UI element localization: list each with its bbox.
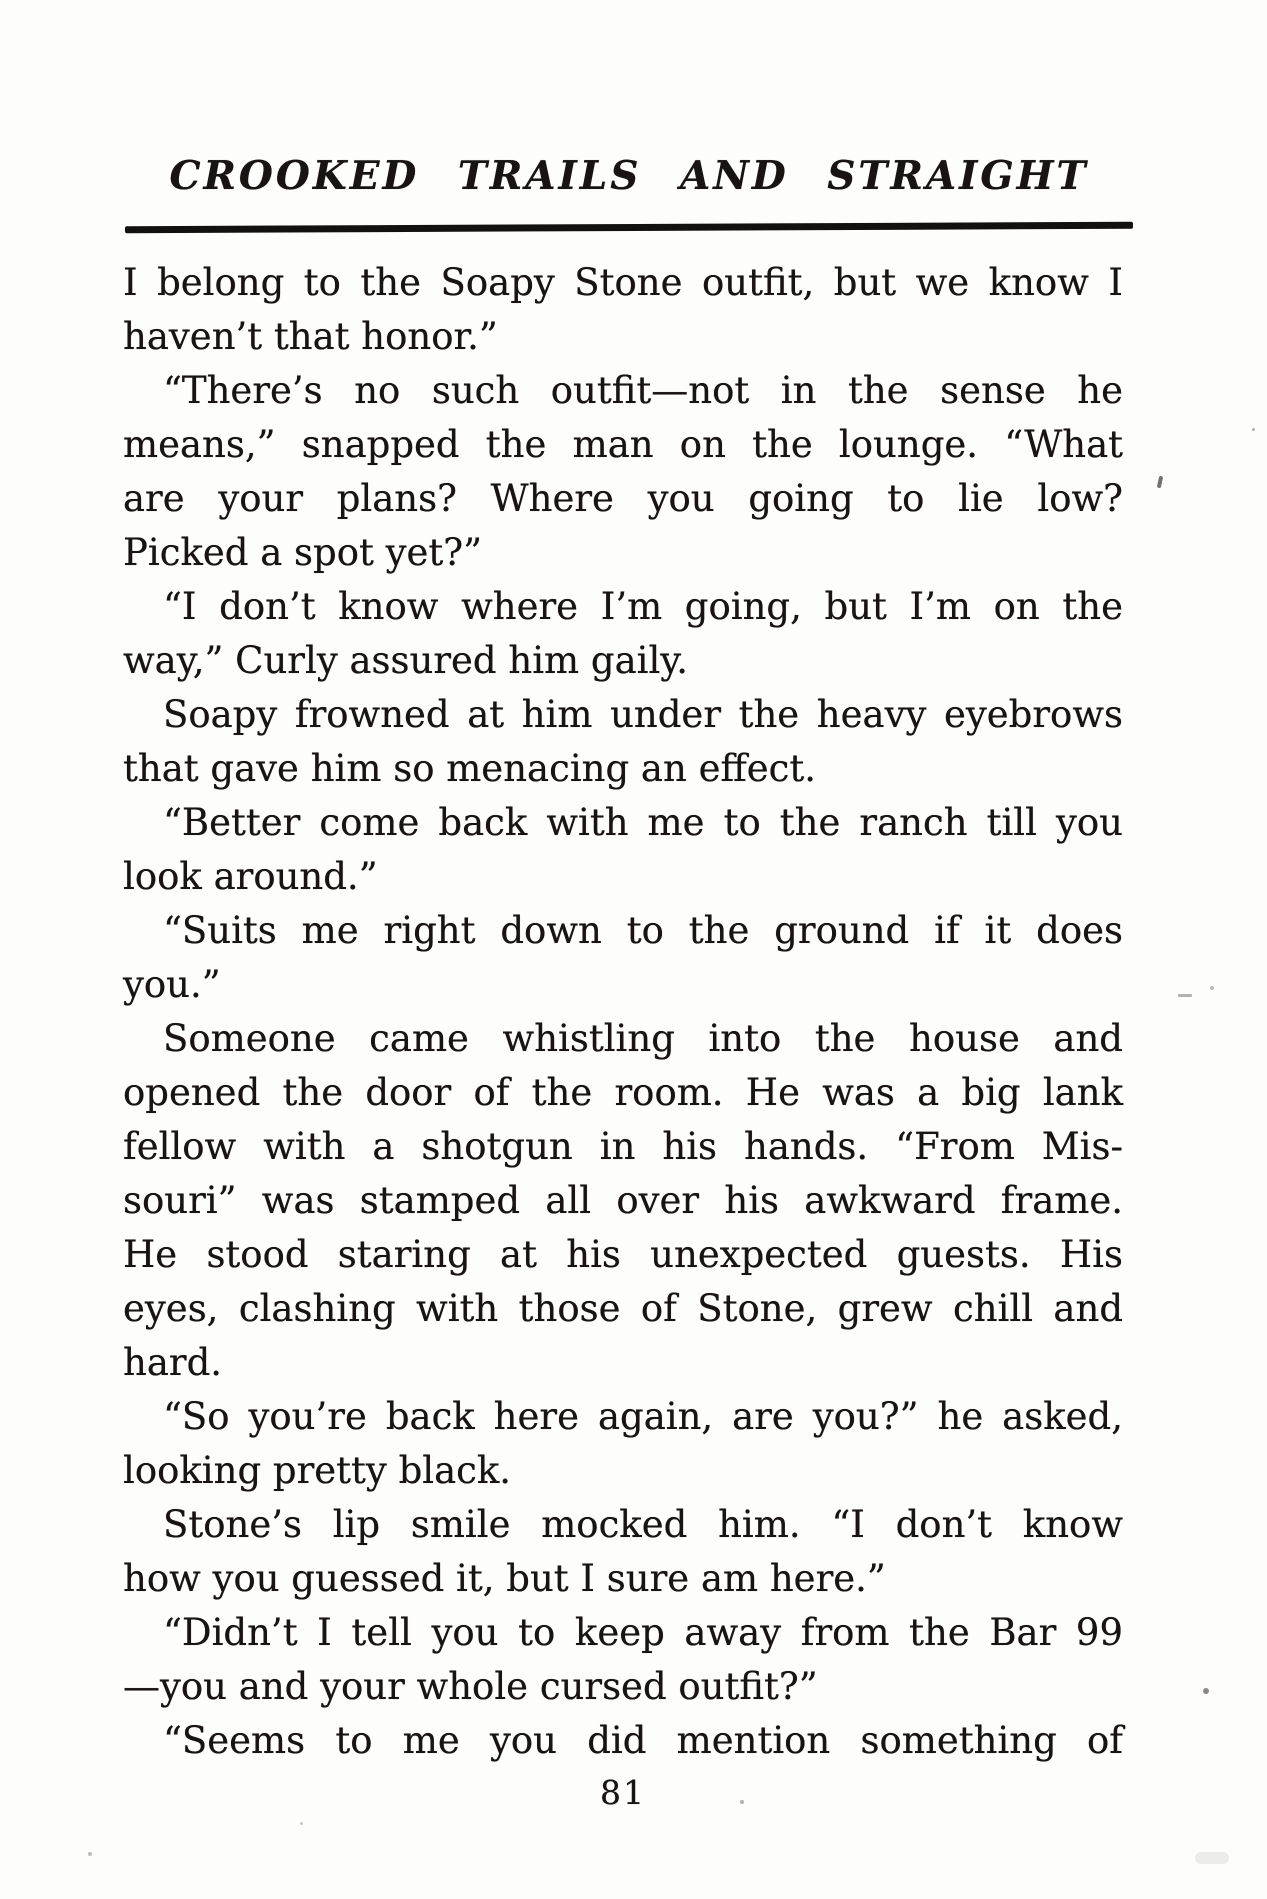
scan-smudge bbox=[1195, 1852, 1229, 1864]
text-line: haven’t that honor.” bbox=[123, 315, 498, 358]
text-line: are your plans? Where you going to lie low? bbox=[123, 477, 1123, 520]
header-rule bbox=[125, 222, 1133, 233]
text-line: Soapy frowned at him under the heavy eyebrows bbox=[163, 693, 1123, 736]
text-line: you.” bbox=[123, 963, 221, 1006]
scan-speck bbox=[88, 1852, 92, 1856]
text-line: means,” snapped the man on the lounge. “What bbox=[123, 423, 1123, 466]
page-number: 81 bbox=[600, 1773, 646, 1812]
page-body bbox=[123, 256, 1123, 1768]
text-line: opened the door of the room. He was a big lank bbox=[123, 1071, 1123, 1114]
text-line: “There’s no such outfit—not in the sense he bbox=[163, 369, 1123, 412]
text-line: Picked a spot yet?” bbox=[123, 531, 483, 574]
scan-speck bbox=[1203, 1688, 1209, 1694]
text-line: “Didn’t I tell you to keep away from the Bar 99 bbox=[163, 1611, 1123, 1654]
scan-speck bbox=[740, 1800, 744, 1804]
text-line: hard. bbox=[123, 1341, 223, 1384]
text-line: fellow with a shotgun in his hands. “From Mis- bbox=[123, 1125, 1123, 1168]
scan-speck bbox=[1157, 476, 1163, 489]
text-line: “I don’t know where I’m going, but I’m on the bbox=[163, 585, 1123, 628]
text-line: “Seems to me you did mention something of bbox=[163, 1719, 1123, 1762]
text-line: souri” was stamped all over his awkward frame. bbox=[123, 1179, 1123, 1222]
text-line: “Better come back with me to the ranch till you bbox=[163, 801, 1123, 844]
text-line: that gave him so menacing an effect. bbox=[123, 747, 817, 790]
text-line: —you and your whole cursed outfit?” bbox=[123, 1665, 818, 1708]
text-line: Stone’s lip smile mocked him. “I don’t know bbox=[163, 1503, 1123, 1546]
text-line: looking pretty black. bbox=[123, 1449, 512, 1492]
text-line: Someone came whistling into the house and bbox=[163, 1017, 1123, 1060]
scan-speck bbox=[1178, 994, 1192, 997]
text-line: way,” Curly assured him gaily. bbox=[123, 639, 689, 682]
scan-speck bbox=[1252, 428, 1255, 431]
text-line: “Suits me right down to the ground if it does bbox=[163, 909, 1123, 952]
scan-speck bbox=[1210, 986, 1214, 990]
text-line: “So you’re back here again, are you?” he asked, bbox=[163, 1395, 1123, 1438]
text-line: I belong to the Soapy Stone outfit, but we know I bbox=[123, 261, 1123, 304]
text-line: how you guessed it, but I sure am here.” bbox=[123, 1557, 886, 1600]
text-line: look around.” bbox=[123, 855, 378, 898]
text-line: He stood staring at his unexpected guests. His bbox=[123, 1233, 1123, 1276]
text-line: eyes, clashing with those of Stone, grew chill and bbox=[123, 1287, 1123, 1330]
scan-speck bbox=[300, 1822, 303, 1825]
running-head-title: CROOKED TRAILS AND STRAIGHT bbox=[169, 153, 1089, 199]
